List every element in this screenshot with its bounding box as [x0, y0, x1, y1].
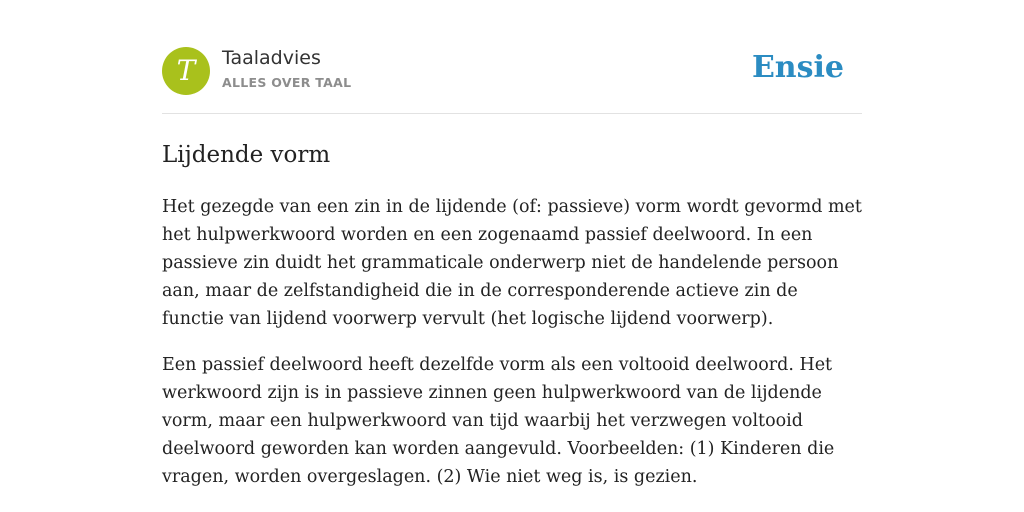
publication-tagline: ALLES OVER TAAL	[222, 75, 352, 90]
publication-name[interactable]: Taaladvies	[222, 47, 321, 69]
card-header	[162, 0, 862, 114]
publication-avatar[interactable]	[162, 47, 210, 95]
avatar-letter: T	[176, 54, 196, 87]
article-paragraph-1: Het gezegde van een zin in de lijdende (of: passieve) vorm wordt gevormd met het hulpwerkwoord worden en een zogenaamd passief deelwoord. In een passieve zin duidt het grammaticale onderwerp niet de handelende persoon aan, maar de zelfstandigheid die in de corresponderende actieve zin de functie van lijdend voorwerp vervult (het logische lijdend voorwerp).	[162, 196, 862, 329]
brand-logo[interactable]: Ensie	[751, 50, 844, 85]
article-paragraph-2: Een passief deelwoord heeft dezelfde vorm als een voltooid deelwoord. Het werkwoord zijn is in passieve zinnen geen hulpwerkwoord van de lijdende vorm, maar een hulpwerkwoord van tijd waarbij het verzwegen voltooid deelwoord geworden kan worden aangevuld. Voorbeelden: (1) Kinderen die vragen, worden overgeslagen. (2) Wie niet weg is, is gezien.	[162, 354, 835, 487]
article-title: Lijdende vorm	[162, 142, 331, 168]
definition-card	[162, 0, 862, 491]
